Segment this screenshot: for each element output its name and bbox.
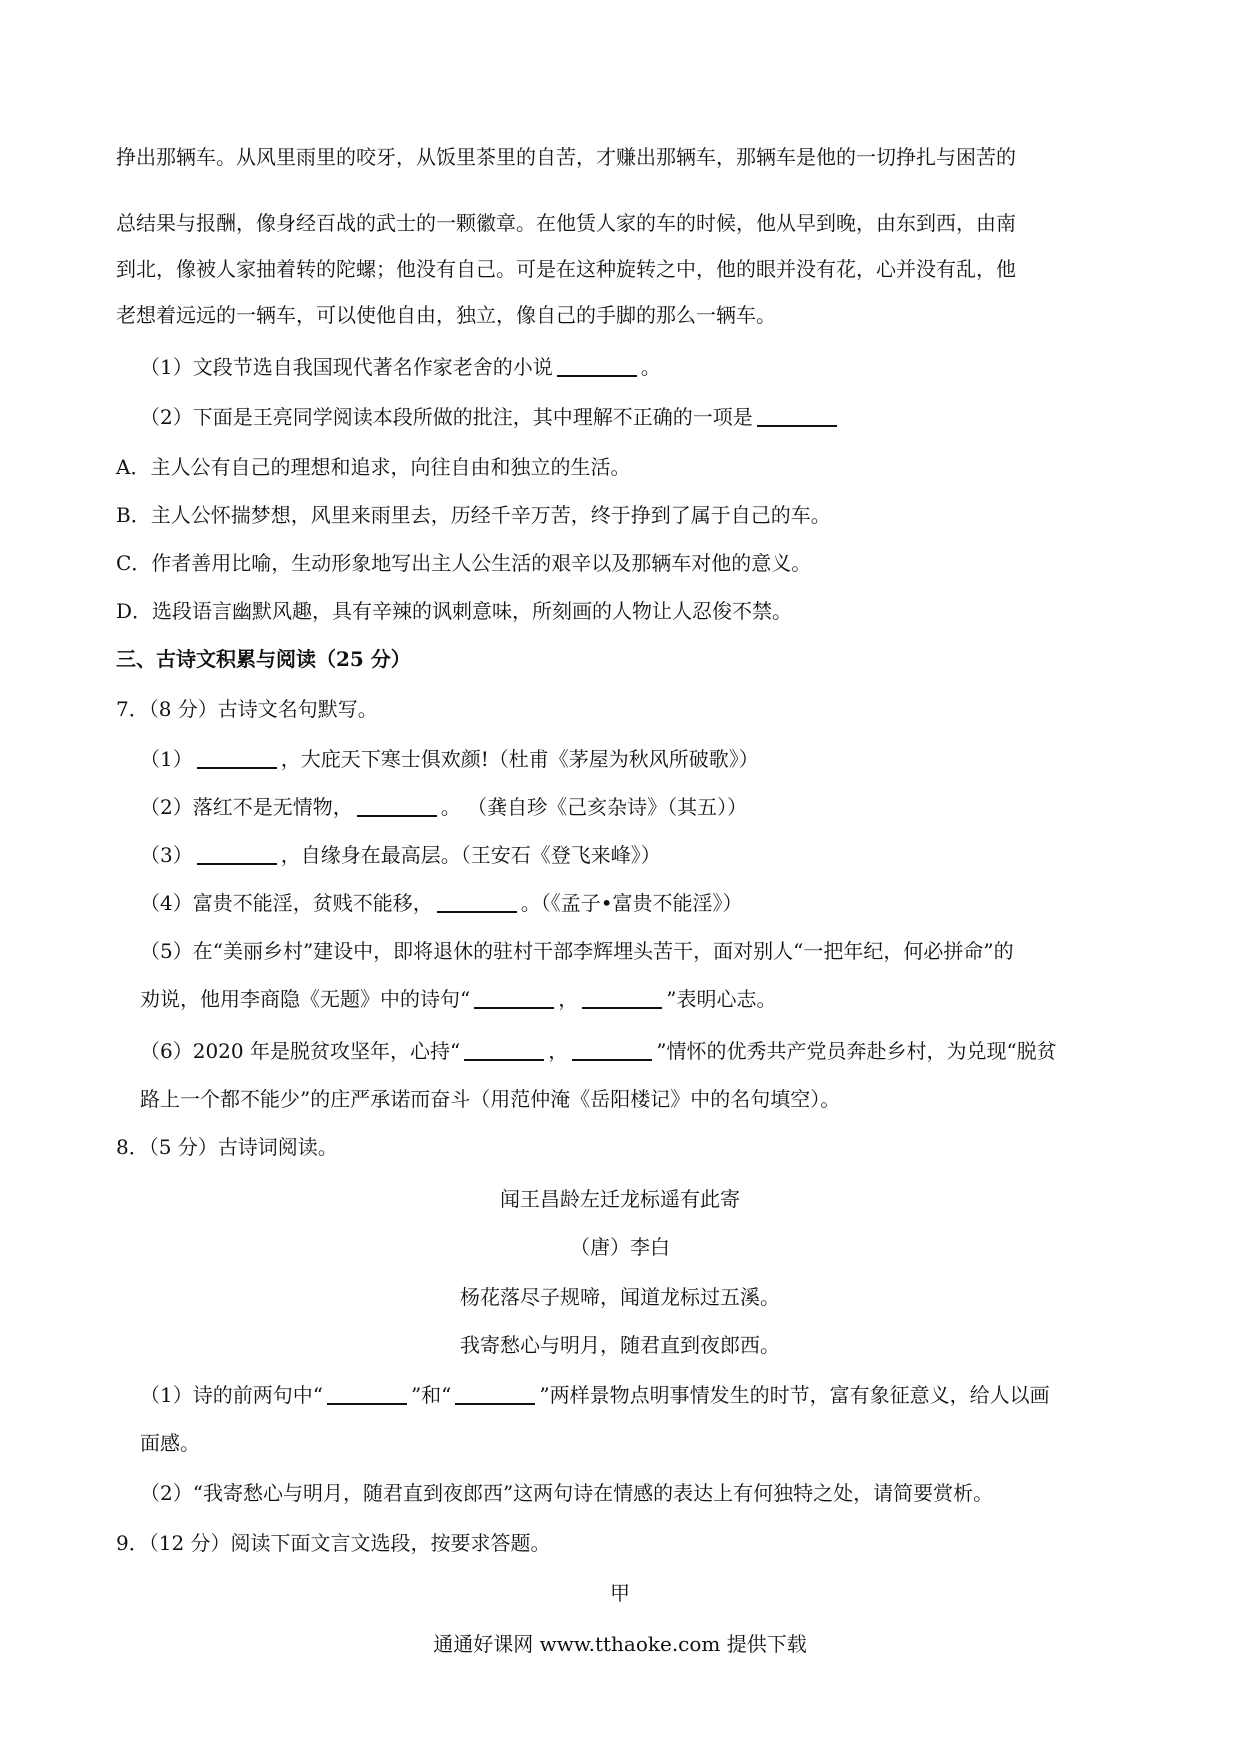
footer-text: 通通好课网 www.tthaoke.com 提供下载 <box>433 1632 807 1656</box>
q7-item-6-text: （6）2020 年是脱贫攻坚年，心持“ <box>140 1039 461 1063</box>
passage-line-3: 到北，像被人家抽着转的陀螺；他没有自己。可是在这种旋转之中，他的眼并没有花，心并没有乱，他 <box>116 257 1016 281</box>
passage-label-jia: 甲 <box>610 1581 630 1605</box>
q7-item-5-end: ”表明心志。 <box>666 987 777 1011</box>
answer-blank[interactable] <box>572 1039 652 1061</box>
answer-blank[interactable] <box>474 987 554 1009</box>
q6-part1-text: （1）文段节选自我国现代著名作家老舍的小说 <box>140 355 553 379</box>
q8-title: 8．（5 分）古诗词阅读。 <box>116 1135 338 1159</box>
q8-part1-text: （1）诗的前两句中“ <box>140 1383 323 1407</box>
poem-line-2: 我寄愁心与明月，随君直到夜郎西。 <box>460 1333 780 1357</box>
answer-blank[interactable] <box>582 987 662 1009</box>
q7-item-6-line2: 路上一个都不能少”的庄严承诺而奋斗（用范仲淹《岳阳楼记》中的名句填空）。 <box>140 1087 841 1111</box>
q7-title: 7．（8 分）古诗文名句默写。 <box>116 697 378 721</box>
option-c: C．作者善用比喻，生动形象地写出主人公生活的艰辛以及那辆车对他的意义。 <box>116 551 812 575</box>
option-d: D．选段语言幽默风趣，具有辛辣的讽刺意味，所刻画的人物让人忍俊不禁。 <box>116 599 793 623</box>
answer-blank[interactable] <box>757 405 837 427</box>
q7-item-2-source: 。 （龚自珍《己亥杂诗》（其五）） <box>440 795 748 819</box>
q8-part1-end: ”两样景物点明事情发生的时节，富有象征意义，给人以画 <box>539 1383 1050 1407</box>
q7-item-1 <box>140 744 759 774</box>
answer-blank[interactable] <box>437 891 517 913</box>
q8-part1-mid: ”和“ <box>410 1383 452 1407</box>
answer-blank[interactable] <box>197 843 277 865</box>
q7-item-6-line1 <box>140 1036 1057 1066</box>
q7-item-4-text: （4）富贵不能淫，贫贱不能移， <box>140 891 433 915</box>
q7-item-1-text: ，大庇天下寒士俱欢颜!（杜甫《茅屋为秋风所破歌》） <box>280 747 759 771</box>
answer-blank[interactable] <box>327 1383 407 1405</box>
q7-item-5-text: 劝说，他用李商隐《无题》中的诗句“ <box>140 987 471 1011</box>
option-a: A．主人公有自己的理想和追求，向往自由和独立的生活。 <box>116 455 631 479</box>
section-title: 三、古诗文积累与阅读（25 分） <box>116 647 411 671</box>
q6-part2-text: （2）下面是王亮同学阅读本段所做的批注，其中理解不正确的一项是 <box>140 405 753 429</box>
q6-part1 <box>140 352 661 382</box>
passage-line-1: 挣出那辆车。从风里雨里的咬牙，从饭里茶里的自苦，才赚出那辆车，那辆车是他的一切挣扎与困苦的 <box>116 145 1016 169</box>
q6-part2 <box>140 402 841 432</box>
q7-item-2-text: （2）落红不是无情物， <box>140 795 353 819</box>
answer-blank[interactable] <box>557 355 637 377</box>
q6-part1-end: 。 <box>640 355 661 379</box>
q8-part1-line2: 面感。 <box>140 1431 200 1455</box>
q7-item-3-num: （3） <box>140 843 193 867</box>
option-b: B．主人公怀揣梦想，风里来雨里去，历经千辛万苦，终于挣到了属于自己的车。 <box>116 503 831 527</box>
comma: ， <box>548 1039 569 1063</box>
q7-item-3 <box>140 840 661 870</box>
comma: ， <box>558 987 579 1011</box>
q9-title: 9．（12 分）阅读下面文言文选段，按要求答题。 <box>116 1531 551 1555</box>
q8-part1 <box>140 1380 1050 1410</box>
poem-line-1: 杨花落尽子规啼，闻道龙标过五溪。 <box>460 1285 780 1309</box>
passage-line-2: 总结果与报酬，像身经百战的武士的一颗徽章。在他赁人家的车的时候，他从早到晚，由东到西，由南 <box>116 211 1016 235</box>
q7-item-3-text: ，自缘身在最高层。（王安石《登飞来峰》） <box>280 843 661 867</box>
q7-item-5-line1: （5）在“美丽乡村”建设中，即将退休的驻村干部李辉埋头苦干，面对别人“一把年纪，何必拼命”的 <box>140 939 1014 963</box>
q7-item-1-num: （1） <box>140 747 193 771</box>
answer-blank[interactable] <box>464 1039 544 1061</box>
answer-blank[interactable] <box>455 1383 535 1405</box>
poem-title: 闻王昌龄左迁龙标遥有此寄 <box>500 1187 740 1211</box>
q7-item-2 <box>140 792 747 822</box>
answer-blank[interactable] <box>357 795 437 817</box>
poem-author: （唐）李白 <box>570 1235 670 1259</box>
passage-line-4: 老想着远远的一辆车，可以使他自由，独立，像自己的手脚的那么一辆车。 <box>116 303 776 327</box>
q7-item-4-source: 。（《孟子•富贵不能淫》） <box>520 891 743 915</box>
answer-blank[interactable] <box>197 747 277 769</box>
q8-part2: （2）“我寄愁心与明月，随君直到夜郎西”这两句诗在情感的表达上有何独特之处，请简要赏析。 <box>140 1481 994 1505</box>
q7-item-5-line2 <box>140 984 776 1014</box>
q7-item-4 <box>140 888 743 918</box>
q7-item-6-end: ”情怀的优秀共产党员奔赴乡村，为兑现“脱贫 <box>656 1039 1057 1063</box>
